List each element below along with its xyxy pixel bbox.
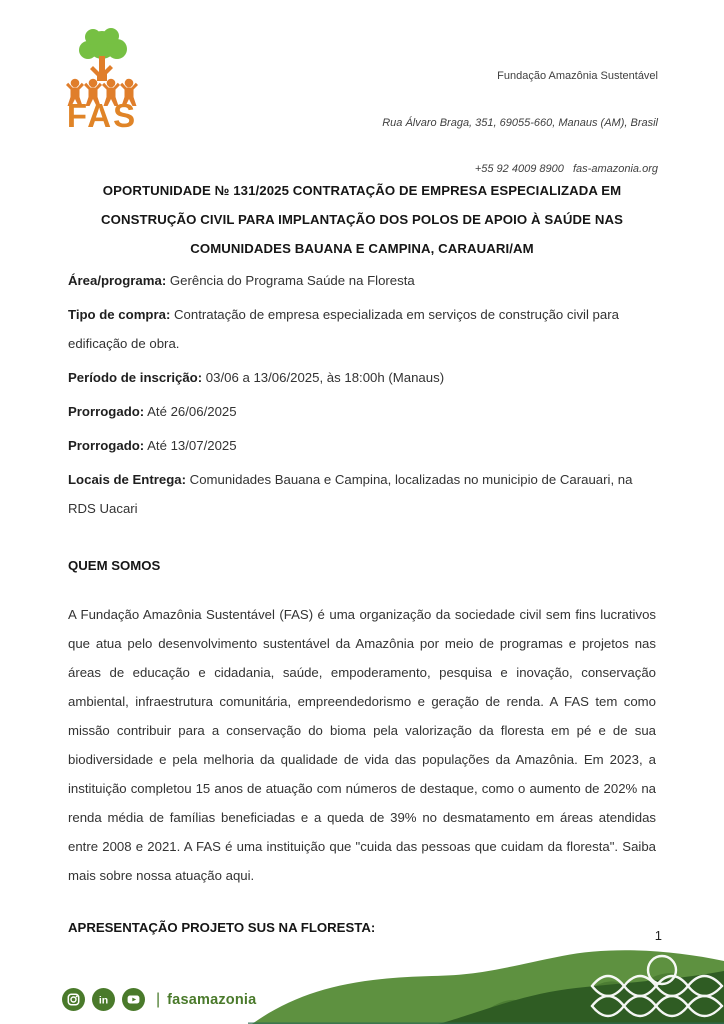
org-address: Rua Álvaro Braga, 351, 69055-660, Manaus (AM), Brasil (382, 116, 658, 129)
youtube-icon[interactable] (122, 988, 145, 1011)
meta-row-prorrogado-2 (68, 431, 656, 460)
meta-value: Gerência do Programa Saúde na Floresta (169, 273, 415, 288)
svg-text:in: in (98, 994, 109, 1007)
meta-section (68, 266, 656, 523)
meta-value: Contratação de empresa especializada em serviços de construção civil para edificação de obra. (68, 307, 619, 351)
meta-row-periodo (68, 363, 656, 392)
meta-value: 03/06 a 13/06/2025, às 18:00h (Manaus) (205, 370, 445, 385)
fas-logo-icon (62, 24, 142, 130)
meta-label: Locais de Entrega: (68, 472, 186, 487)
fas-logo-text: FAS (66, 97, 138, 130)
org-name: Fundação Amazônia Sustentável (497, 70, 658, 82)
social-handle[interactable]: fasamazonia (167, 991, 257, 1008)
quem-somos-paragraph: A Fundação Amazônia Sustentável (FAS) é uma organização da sociedade civil sem fins lucrativos que atua pelo desenvolvimento sustentável da Amazônia por meio de programas e projetos nas áreas de educação e cidadania, saúde, empoderamento, pesquisa e inovação, conservação ambiental, infraestrutura comunitária, empreendedorismo e geração de renda. A FAS tem como missão contribuir para a conservação do bioma pela valorização da floresta em pé e de sua biodiversidade e pela melhoria da qualidade de vida das populações da Amazônia. Em 2023, a instituição completou 15 anos de atuação com números de destaque, como o aumento de 202% na renda média de famílias beneficiadas e a queda de 39% no desmatamento em áreas atendidas entre 2008 e 2021. A FAS é uma instituição que "cuida das pessoas que cuidam da floresta". Saiba mais sobre nossa atuação aqui. (68, 607, 656, 883)
meta-value: Comunidades Bauana e Campina, localizadas no municipio de Carauari, na RDS Uacari (68, 472, 633, 516)
social-separator: | (156, 990, 161, 1008)
section-heading-apresentacao: APRESENTAÇÃO PROJETO SUS NA FLORESTA: (68, 920, 376, 935)
meta-label: Tipo de compra: (68, 307, 171, 322)
meta-value: Até 26/06/2025 (147, 404, 237, 419)
meta-value: Até 13/07/2025 (147, 438, 237, 453)
page-number: 1 (654, 928, 662, 943)
footer-wave-graphic (0, 946, 724, 1024)
meta-label: Período de inscrição: (68, 370, 203, 385)
meta-label: Prorrogado: (68, 438, 145, 453)
instagram-icon[interactable] (62, 988, 85, 1011)
meta-label: Prorrogado: (68, 404, 145, 419)
linkedin-icon[interactable] (92, 988, 115, 1011)
fas-logo (62, 24, 142, 130)
meta-row-locais (68, 465, 656, 523)
meta-label: Área/programa: (68, 273, 167, 288)
meta-row-prorrogado-1 (68, 397, 656, 426)
social-bar (62, 988, 256, 1011)
document-content (68, 176, 656, 942)
page-title: OPORTUNIDADE № 131/2025 CONTRATAÇÃO DE EMPRESA ESPECIALIZADA EM CONSTRUÇÃO CIVIL PARA IMPLANTAÇÃO DOS POLOS DE APOIO À SAÚDE NAS COMUNIDADES BAUANA E CAMPINA, CARAUARI/AM (101, 183, 623, 256)
meta-row-tipo (68, 300, 656, 358)
org-phone-site: +55 92 4009 8900 fas-amazonia.org (474, 163, 658, 175)
meta-row-area (68, 266, 656, 295)
section-heading-quem-somos: QUEM SOMOS (68, 558, 161, 573)
